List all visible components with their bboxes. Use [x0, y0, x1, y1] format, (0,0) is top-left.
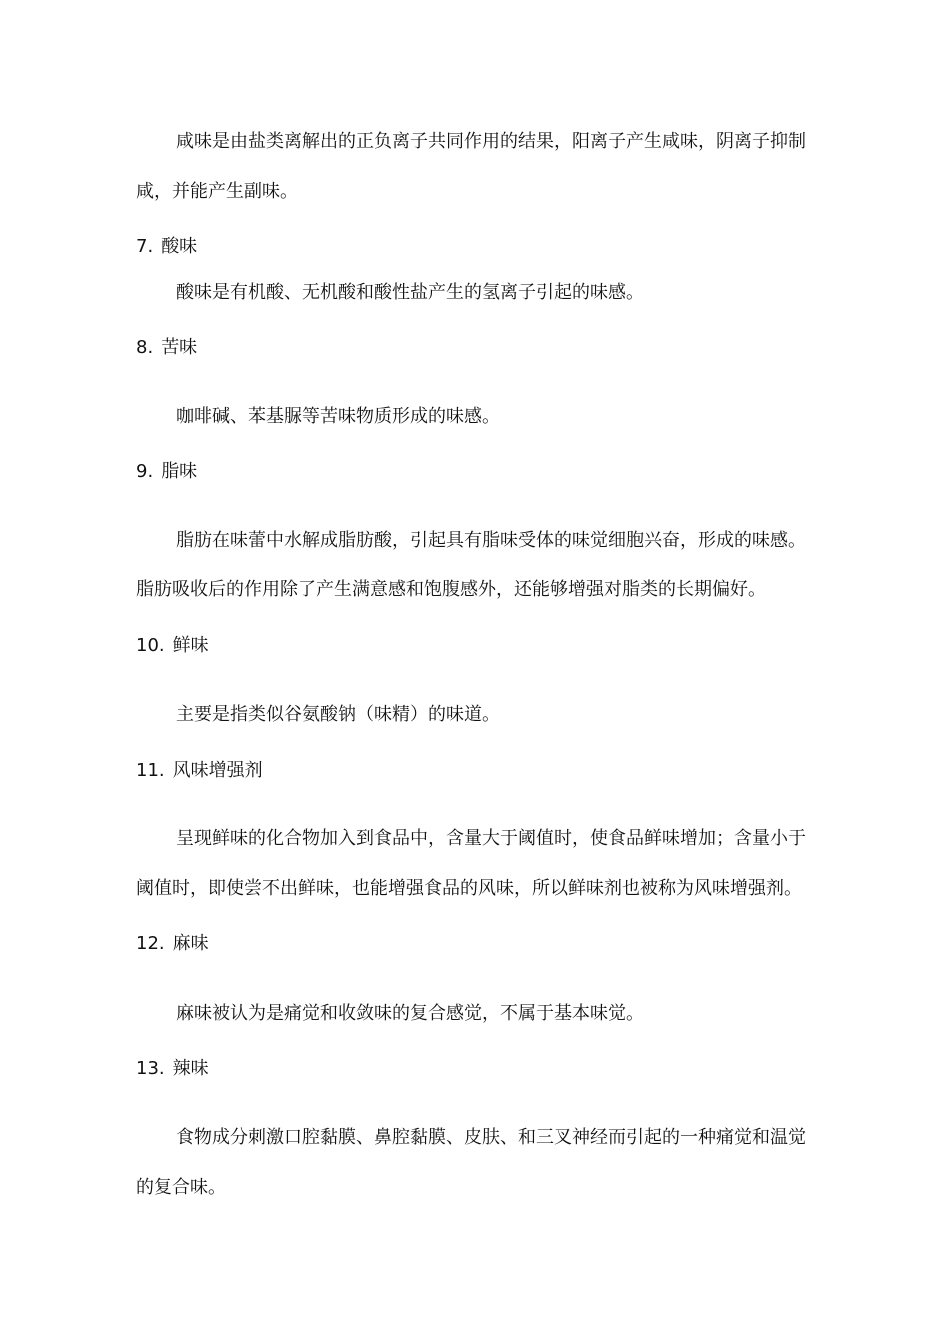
paragraph-line: 脂肪在味蕾中水解成脂肪酸，引起具有脂味受体的味觉细胞兴奋，形成的味感。	[176, 530, 806, 551]
section-heading	[136, 460, 197, 484]
section-number: 9.	[136, 461, 154, 482]
section-title: 酸味	[161, 236, 198, 257]
section-heading	[136, 759, 263, 783]
paragraph-line: 呈现鲜味的化合物加入到食品中，含量大于阈值时，使食品鲜味增加；含量小于	[176, 828, 806, 849]
section-number: 8.	[136, 337, 154, 358]
section-number: 10.	[136, 635, 165, 656]
paragraph-line: 咸味是由盐类离解出的正负离子共同作用的结果，阳离子产生咸味，阴离子抑制	[176, 131, 806, 152]
paragraph-line: 酸味是有机酸、无机酸和酸性盐产生的氢离子引起的味感。	[176, 282, 644, 303]
paragraph-line: 阈值时，即使尝不出鲜味，也能增强食品的风味，所以鲜味剂也被称为风味增强剂。	[136, 878, 802, 899]
paragraph-line: 麻味被认为是痛觉和收敛味的复合感觉，不属于基本味觉。	[176, 1003, 644, 1024]
section-heading	[136, 336, 197, 360]
section-number: 13.	[136, 1058, 165, 1079]
section-heading	[136, 634, 209, 658]
paragraph-line: 咸，并能产生副味。	[136, 181, 298, 202]
section-title: 风味增强剂	[172, 760, 263, 781]
section-title: 苦味	[161, 337, 198, 358]
paragraph-line: 主要是指类似谷氨酸钠（味精）的味道。	[176, 704, 500, 725]
section-heading	[136, 1057, 209, 1081]
section-number: 12.	[136, 933, 165, 954]
section-heading	[136, 932, 209, 956]
section-number: 11.	[136, 760, 165, 781]
section-heading	[136, 235, 197, 259]
paragraph-line: 脂肪吸收后的作用除了产生满意感和饱腹感外，还能够增强对脂类的长期偏好。	[136, 579, 766, 600]
section-title: 辣味	[172, 1058, 209, 1079]
paragraph-line: 食物成分刺激口腔黏膜、鼻腔黏膜、皮肤、和三叉神经而引起的一种痛觉和温觉	[176, 1127, 806, 1148]
paragraph-line: 的复合味。	[136, 1177, 226, 1198]
section-title: 脂味	[161, 461, 198, 482]
section-title: 麻味	[172, 933, 209, 954]
paragraph-line: 咖啡碱、苯基脲等苦味物质形成的味感。	[176, 406, 500, 427]
section-title: 鲜味	[172, 635, 209, 656]
section-number: 7.	[136, 236, 154, 257]
